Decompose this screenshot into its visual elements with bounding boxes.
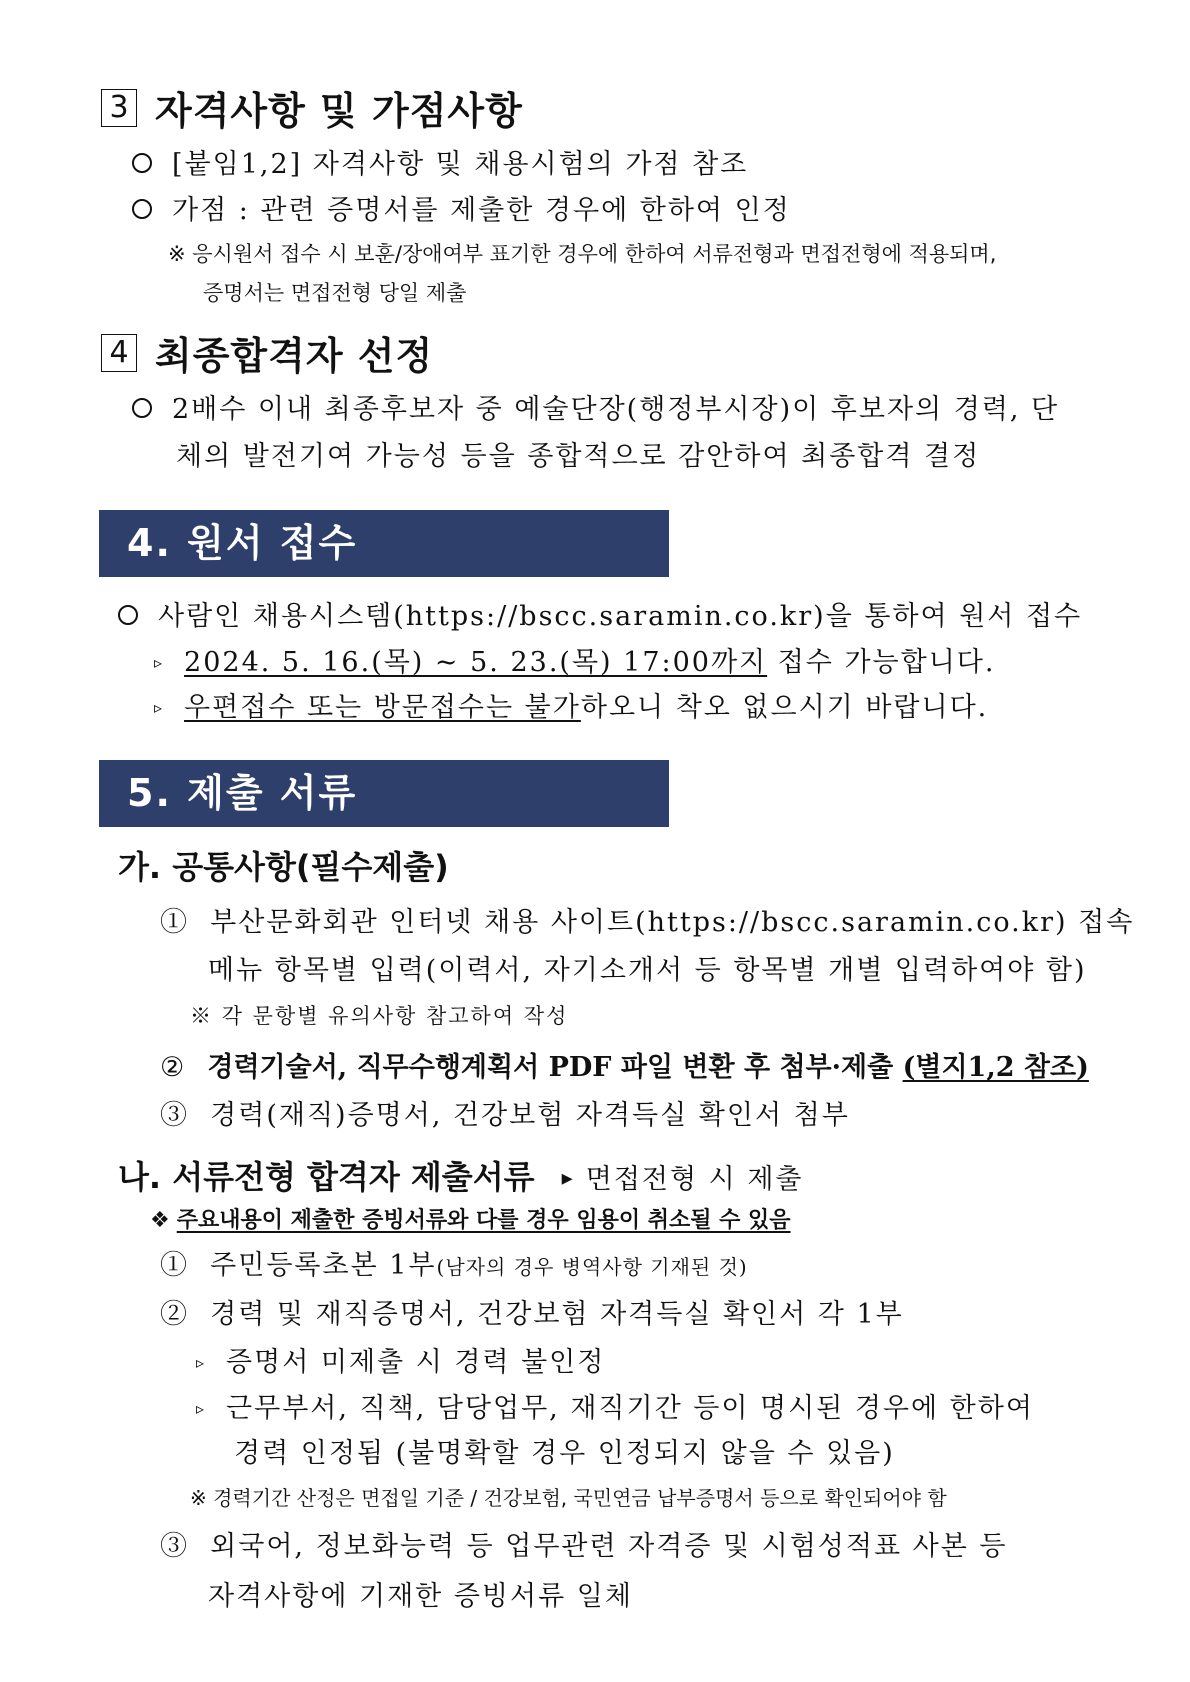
section-title: 최종합격자 선정 <box>155 334 434 378</box>
note-line: ※ 각 문항별 유의사항 참고하여 작성 <box>190 1004 569 1028</box>
sub-item <box>154 640 995 679</box>
sub-item <box>196 1340 605 1379</box>
arrow-right-icon: ▸ <box>561 1166 573 1191</box>
item-number: ③ <box>160 1100 189 1131</box>
list-item <box>132 188 791 227</box>
list-item <box>132 142 748 181</box>
circle-bullet-icon <box>132 153 152 173</box>
triangle-bullet-icon: ▹ <box>154 698 165 717</box>
diamond-bullet-icon: ❖ <box>150 1208 170 1233</box>
item-text: 부산문화회관 인터넷 채용 사이트(https://bscc.saramin.co.kr) 접속 <box>210 907 1135 938</box>
item-continuation: 경력 인정됨 (불명확할 경우 인정되지 않을 수 있음) <box>234 1438 895 1469</box>
section-bar-apply: 4. 원서 접수 <box>99 510 669 577</box>
item-text: 근무부서, 직책, 담당업무, 재직기간 등이 명시된 경우에 한하여 <box>226 1393 1034 1424</box>
item-text: 2배수 이내 최종후보자 중 예술단장(행정부시장)이 후보자의 경력, 단 <box>172 394 1060 425</box>
item-text: 외국어, 정보화능력 등 업무관련 자격증 및 시험성적표 사본 등 <box>210 1531 1008 1562</box>
item-continuation: 체의 발전기여 가능성 등을 종합적으로 감안하여 최종합격 결정 <box>176 441 981 472</box>
subsection-aside: 면접전형 시 제출 <box>585 1164 804 1195</box>
item-text: 경력(재직)증명서, 건강보험 자격득실 확인서 첨부 <box>210 1100 850 1131</box>
mail-underlined: 우편접수 또는 방문접수는 불가 <box>184 692 581 723</box>
numbered-item <box>160 1093 850 1132</box>
circle-bullet-icon <box>132 398 152 418</box>
section-3-heading <box>101 80 523 135</box>
item-number: ③ <box>160 1531 189 1562</box>
section-number-box: 3 <box>101 89 137 127</box>
item-continuation: 메뉴 항목별 입력(이력서, 자기소개서 등 항목별 개별 입력하여야 함) <box>208 955 1087 986</box>
period-underlined: 2024. 5. 16.(목) ~ 5. 23.(목) 17:00까지 <box>184 647 768 678</box>
list-item <box>132 387 1059 426</box>
item-number: ② <box>160 1299 189 1330</box>
item-number: ② <box>160 1052 187 1083</box>
item-text: 주민등록초본 1부 <box>210 1250 437 1281</box>
section-bar-docs: 5. 제출 서류 <box>99 760 669 827</box>
circle-bullet-icon <box>118 605 138 625</box>
item-text: 사람인 채용시스템(https://bscc.saramin.co.kr)을 통하여 원서 접수 <box>158 601 1083 632</box>
numbered-item <box>160 1524 1007 1563</box>
item-number: ① <box>160 1250 189 1281</box>
item-text: 경력기술서, 직무수행계획서 PDF 파일 변환 후 첨부·제출 <box>207 1052 903 1083</box>
sub-item <box>154 685 988 724</box>
item-text: 가점 : 관련 증명서를 제출한 경우에 한하여 인정 <box>172 195 791 226</box>
numbered-item <box>160 1243 748 1282</box>
numbered-item <box>160 900 1134 939</box>
item-text: 증명서 미제출 시 경력 불인정 <box>226 1347 606 1378</box>
period-rest: 접수 가능합니다. <box>767 647 996 678</box>
subsection-heading-row <box>118 1152 804 1198</box>
subsection-heading: 가. 공통사항(필수제출) <box>118 848 449 886</box>
item-text: [붙임1,2] 자격사항 및 채용시험의 가점 참조 <box>172 149 749 180</box>
numbered-item <box>160 1292 904 1331</box>
item-continuation: 자격사항에 기재한 증빙서류 일체 <box>208 1581 633 1612</box>
item-paren: (남자의 경우 병역사항 기재된 것) <box>436 1255 748 1279</box>
triangle-bullet-icon: ▹ <box>196 1399 207 1418</box>
warning-text: 주요내용이 제출한 증빙서류와 다를 경우 임용이 취소될 수 있음 <box>176 1208 791 1233</box>
section-4-heading <box>101 325 433 380</box>
triangle-bullet-icon: ▹ <box>154 653 165 672</box>
warning-line <box>150 1203 791 1234</box>
item-text: 경력 및 재직증명서, 건강보험 자격득실 확인서 각 1부 <box>210 1299 904 1330</box>
item-underlined: (별지1,2 참조) <box>902 1052 1089 1083</box>
note-line: ※ 경력기간 산정은 면접일 기준 / 건강보험, 국민연금 납부증명서 등으로 확인되어야 함 <box>190 1486 947 1510</box>
section-number-box: 4 <box>101 334 137 372</box>
note-line: ※ 응시원서 접수 시 보훈/장애여부 표기한 경우에 한하여 서류전형과 면접전형에 적용되며, <box>168 242 997 266</box>
subsection-heading: 나. 서류전형 합격자 제출서류 <box>118 1158 535 1196</box>
note-line: 증명서는 면접전형 당일 제출 <box>203 281 467 305</box>
circle-bullet-icon <box>132 199 152 219</box>
sub-item <box>196 1386 1034 1425</box>
item-number: ① <box>160 907 189 938</box>
list-item <box>118 594 1082 633</box>
numbered-item <box>160 1045 1089 1084</box>
triangle-bullet-icon: ▹ <box>196 1353 207 1372</box>
section-title: 자격사항 및 가점사항 <box>155 89 523 133</box>
mail-rest: 하오니 착오 없으시기 바랍니다. <box>580 692 989 723</box>
